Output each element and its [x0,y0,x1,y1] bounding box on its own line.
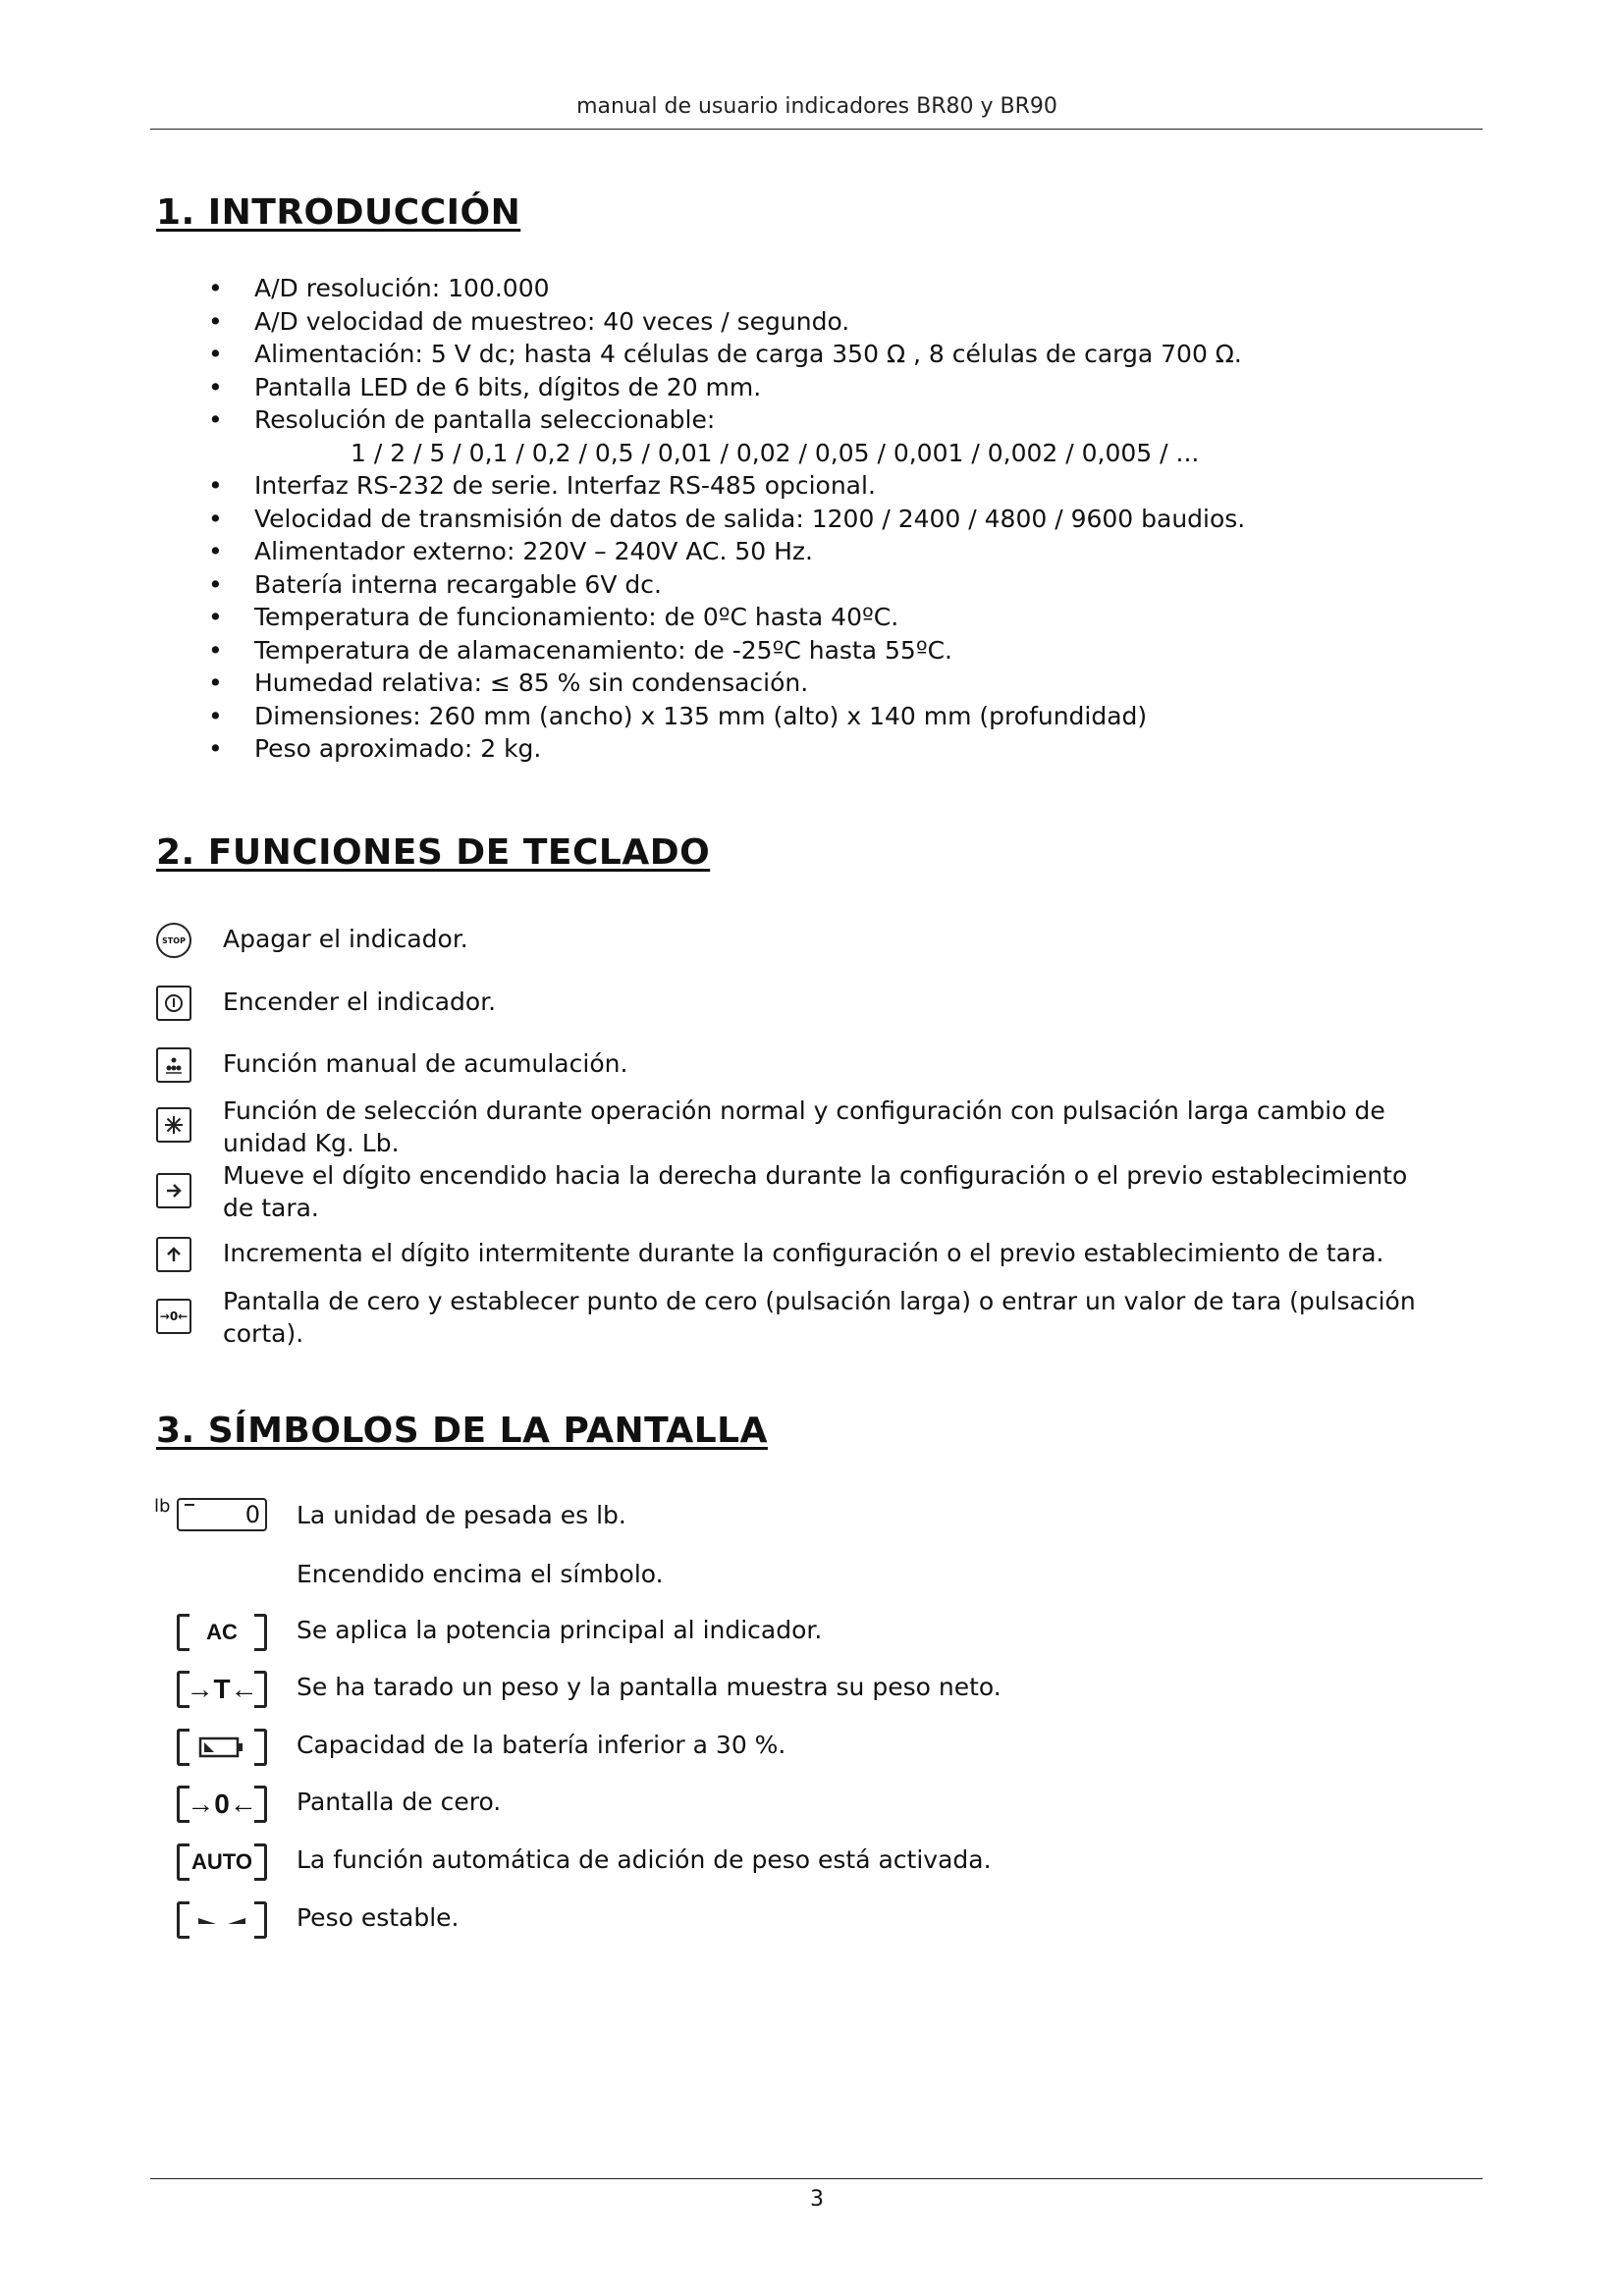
symbol-row-auto: AUTO La función automática de adición de peso está activada. [147,1843,1483,1883]
accumulate-key-icon [156,1047,191,1083]
symbol-row-tare: →T← Se ha tarado un peso y la pantalla muestra su peso neto. [147,1671,1483,1710]
stop-key-icon: STOP [156,923,191,958]
header-rule [150,129,1483,130]
lb-indicator-dash [185,1504,194,1506]
key-row-power: Encender el indicador. [156,986,1491,1025]
list-item: • Temperatura de funcionamiento: de 0ºC hasta 40ºC. [0,601,1624,634]
auto-symbol-icon: AUTO [177,1843,267,1879]
symbol-row-lb: lb 0 La unidad de pesada es lb. [154,1496,626,1529]
list-item: • A/D resolución: 100.000 [0,272,1624,305]
lb-label: lb [154,1496,171,1517]
select-key-icon [156,1107,191,1143]
bullet-icon: • [208,471,223,500]
key-row-accumulate: Función manual de acumulación. [156,1047,1491,1087]
list-item: • Temperatura de alamacenamiento: de -25ºC hasta 55ºC. [0,634,1624,667]
key-row-select: Función de selección durante operación normal y configuración con pulsación larga cambio de unidad Kg. Lb. [156,1095,1491,1163]
up-arrow-key-icon [156,1237,191,1272]
list-item: • Peso aproximado: 2 kg. [0,732,1624,766]
bullet-icon: • [208,668,223,697]
list-item: • Dimensiones: 260 mm (ancho) x 135 mm (alto) x 140 mm (profundidad) [0,700,1624,733]
list-item: • Pantalla LED de 6 bits, dígitos de 20 mm. [0,371,1624,404]
power-key-icon [156,986,191,1021]
key-row-right: Mueve el dígito encendido hacia la derecha durante la configuración o el previo establecimiento de tara. [156,1159,1491,1228]
battery-symbol-icon [177,1729,267,1764]
list-item: • Batería interna recargable 6V dc. [0,568,1624,602]
bullet-icon: • [208,537,223,565]
key-row-up: Incrementa el dígito intermitente durante la configuración o el previo establecimiento de tara. [156,1237,1491,1276]
list-item: • Resolución de pantalla seleccionable: [0,403,1624,437]
right-arrow-key-icon [156,1173,191,1208]
bullet-icon: • [208,603,223,631]
zero-key-icon: →0← [156,1299,191,1334]
bullet-icon: • [208,274,223,302]
lb-display-digit: 0 [244,1501,260,1528]
list-item: • Velocidad de transmisión de datos de salida: 1200 / 2400 / 4800 / 9600 baudios. [0,503,1624,536]
page-number: 3 [810,2187,824,2212]
tare-symbol-icon: →T← [177,1671,267,1706]
bullet-icon: • [208,405,223,434]
key-row-zero: →0← Pantalla de cero y establecer punto de cero (pulsación larga) o entrar un valor de tara (pulsación corta). [156,1285,1491,1354]
list-item: • Alimentador externo: 220V – 240V AC. 50 Hz. [0,535,1624,568]
section-title-introduccion: 1. INTRODUCCIÓN [156,192,521,233]
symbol-row-zero: →0← Pantalla de cero. [147,1786,1483,1825]
bullet-icon: • [208,635,223,665]
symbol-row-battery: Capacidad de la batería inferior a 30 %. [147,1729,1483,1768]
bullet-icon: • [208,306,223,336]
ac-symbol-icon: AC [177,1614,267,1649]
lb-display-icon [177,1498,267,1531]
bullet-icon: • [208,340,223,368]
bullet-icon: • [208,701,223,730]
list-item: • Alimentación: 5 V dc; hasta 4 células de carga 350 Ω , 8 células de carga 700 Ω. [0,338,1624,371]
page-header: manual de usuario indicadores BR80 y BR90 [576,94,1057,119]
symbol-row-stable: Peso estable. [147,1901,1483,1941]
key-row-stop: STOP Apagar el indicador. [156,923,1491,962]
symbol-row-ac: AC Se aplica la potencia principal al indicador. [147,1614,1483,1653]
bullet-icon: • [208,734,223,763]
spec-list [0,272,1624,766]
footer-rule [150,2178,1483,2179]
bullet-icon: • [208,504,223,533]
list-item: • Humedad relativa: ≤ 85 % sin condensación. [0,667,1624,700]
list-item: • Interfaz RS-232 de serie. Interfaz RS-485 opcional. [0,469,1624,503]
list-item: • A/D velocidad de muestreo: 40 veces / segundo. [0,305,1624,339]
stable-symbol-icon [177,1901,267,1937]
section-title-simbolos-pantalla: 3. SÍMBOLOS DE LA PANTALLA [156,1411,768,1451]
symbol-note: Encendido encima el símbolo. [297,1560,664,1588]
section-title-funciones-teclado: 2. FUNCIONES DE TECLADO [156,832,711,873]
bullet-icon: • [208,372,223,401]
resolution-values: 1 / 2 / 5 / 0,1 / 0,2 / 0,5 / 0,01 / 0,02 / 0,05 / 0,001 / 0,002 / 0,005 / ... [351,438,1200,467]
zero-symbol-icon: →0← [177,1786,267,1821]
bullet-icon: • [208,569,223,599]
